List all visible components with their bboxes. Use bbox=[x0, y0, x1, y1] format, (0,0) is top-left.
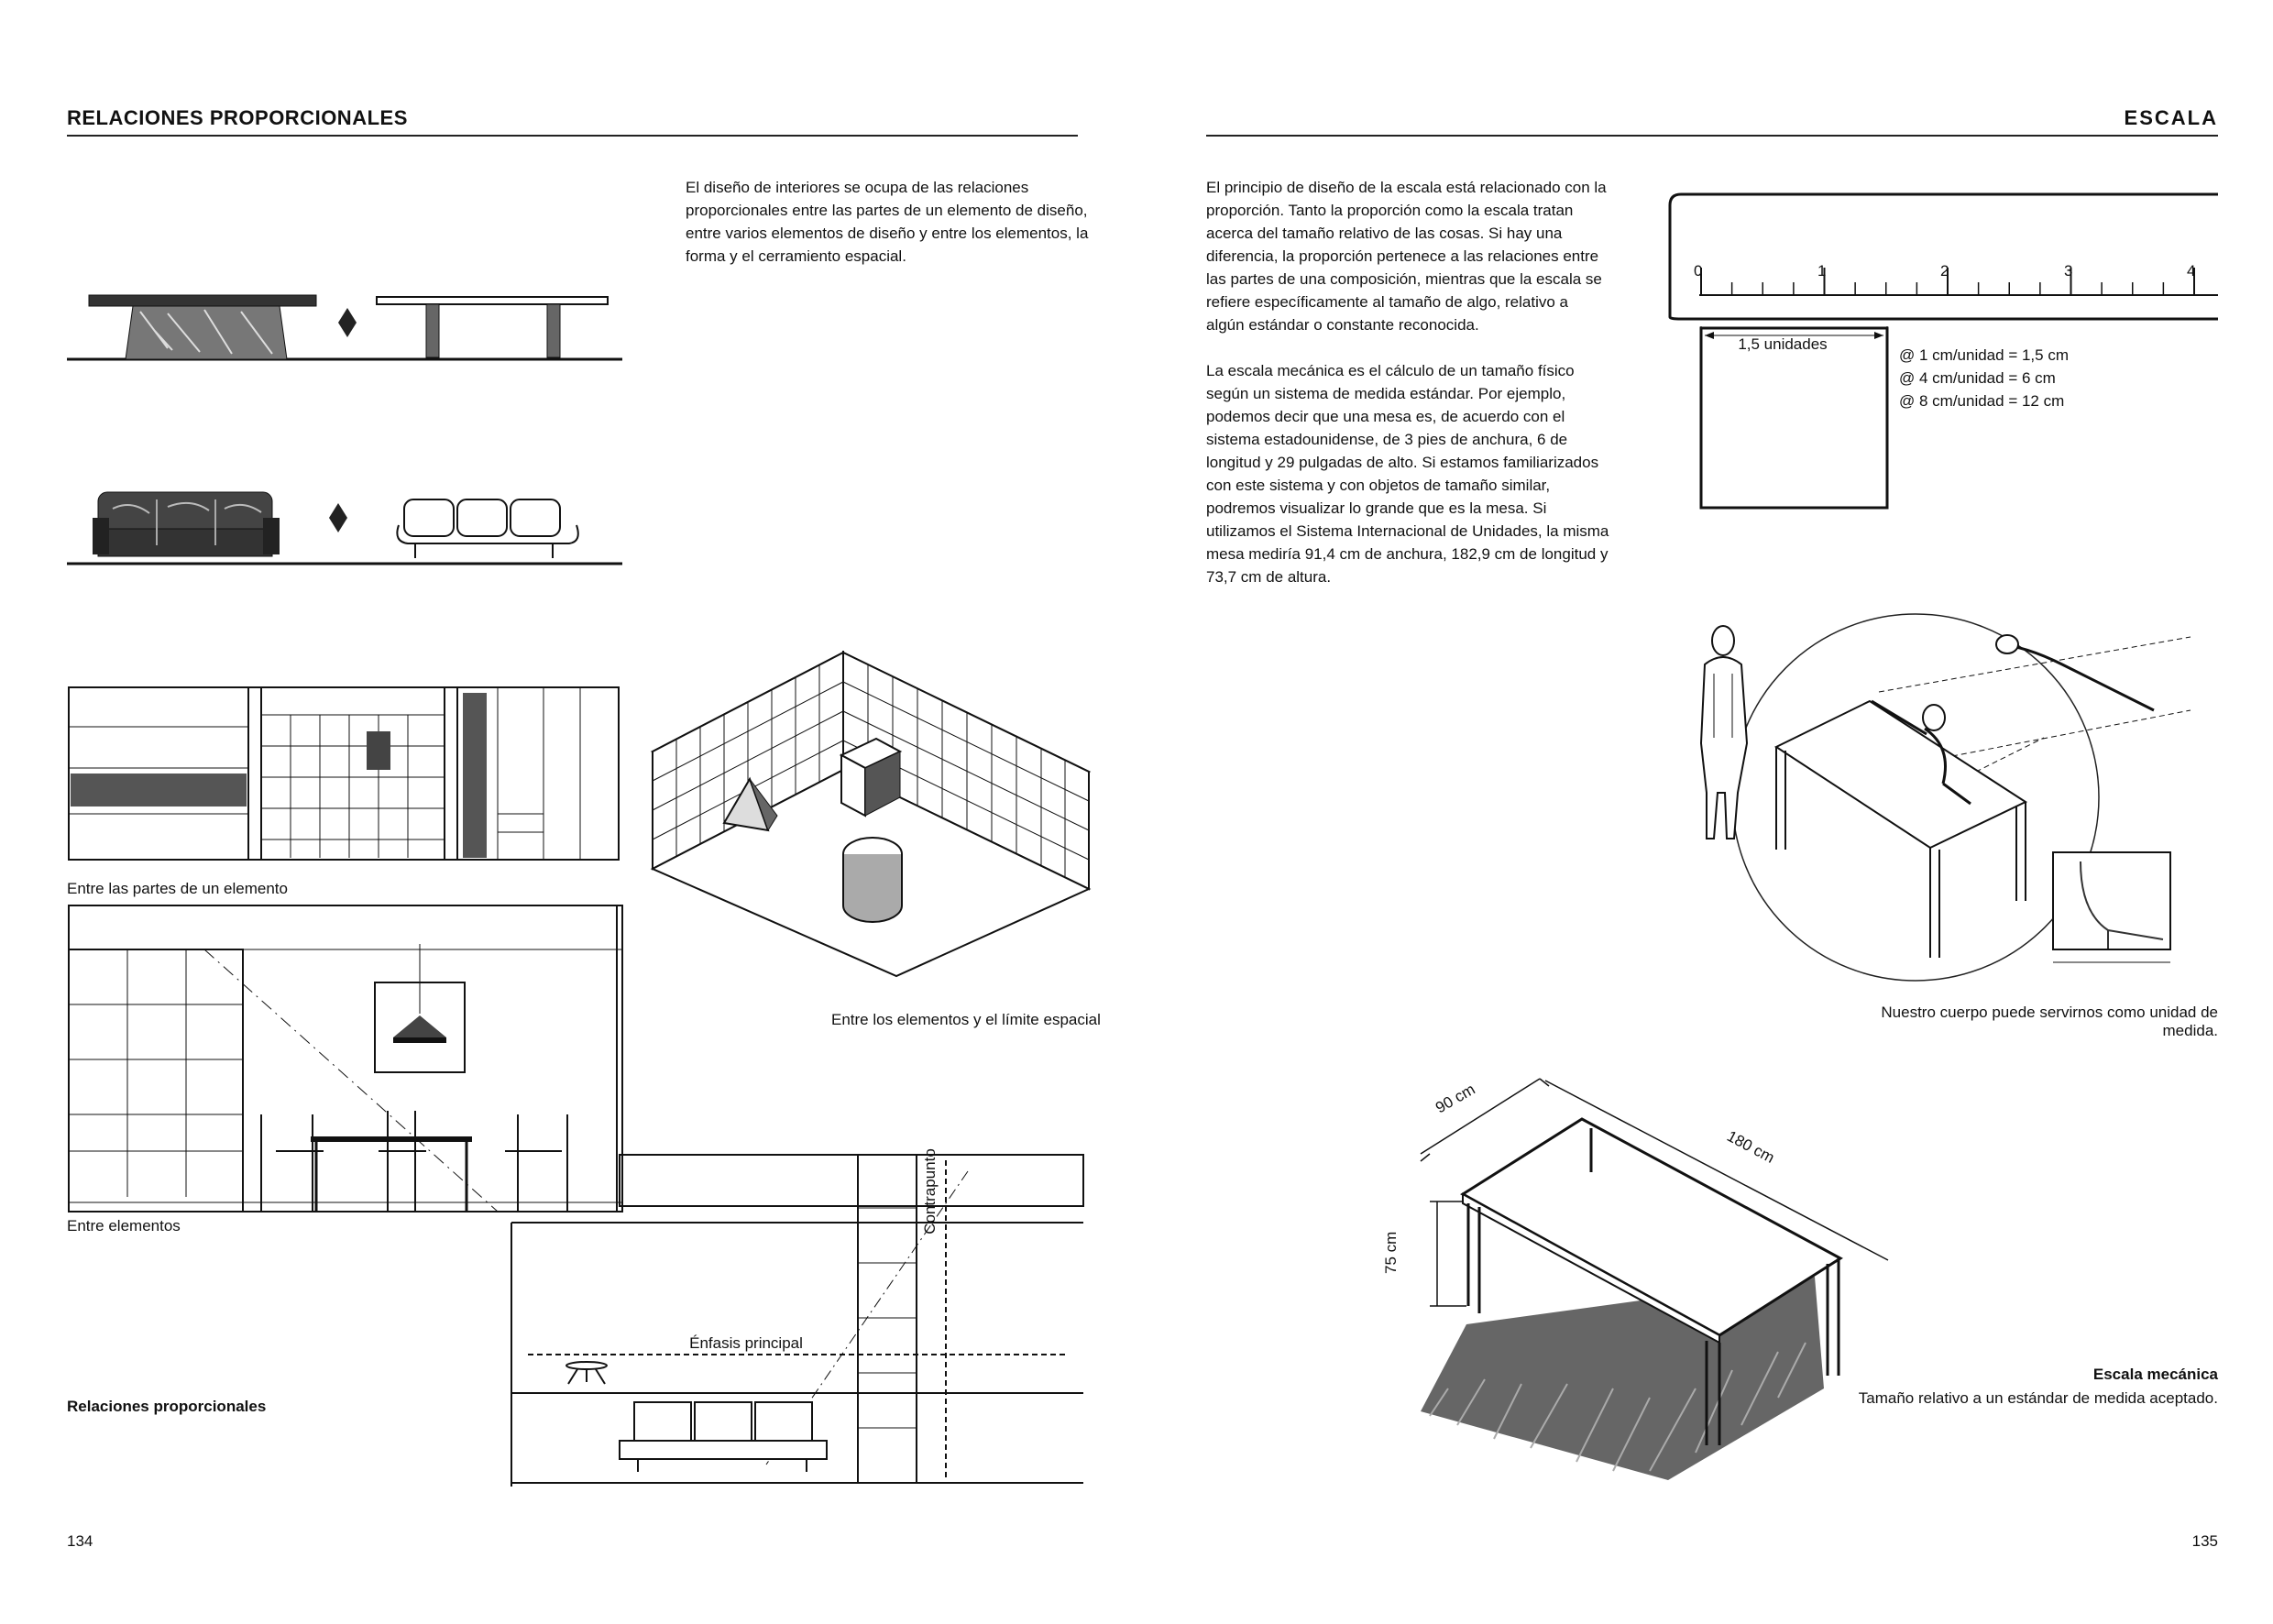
right-header-rule bbox=[1206, 135, 2218, 137]
ruler-scale-3: @ 8 cm/unidad = 12 cm bbox=[1899, 392, 2065, 410]
caption-mech-title: Escala mecánica bbox=[2092, 1366, 2218, 1383]
right-paragraph-2: La escala mecánica es el cálculo de un tamaño físico según un sistema de medida estándar. Por ejemplo, podemos decir que una mesa es, de acuerdo con el sistema estadounidense, de 3 pies de anchura, 6 de longitud y 29 pulgadas de alto. Si estamos familiarizados con este sistema y con objetos de tamaño similar, podremos visualizar lo grande que es la mesa. Si utilizamos el Sistema Internacional de Unidades, la misma mesa mediría 91,4 cm de anchura, 182,9 cm de longitud y 73,7 cm de altura. bbox=[1206, 362, 1609, 586]
ruler-tick-label-4: 4 bbox=[2187, 262, 2196, 280]
isometric-room-illustration bbox=[651, 651, 1091, 976]
right-page-number: 135 bbox=[2191, 1532, 2218, 1550]
body-measure-illustration bbox=[1677, 609, 2227, 994]
dim-height-label: 75 cm bbox=[1382, 1231, 1400, 1274]
dimensioned-table-illustration bbox=[1375, 1077, 1925, 1498]
table-proportion-illustration bbox=[67, 275, 626, 367]
right-body-text bbox=[1206, 176, 1609, 611]
sofa-proportion-illustration bbox=[67, 481, 626, 573]
ruler-scale-2: @ 4 cm/unidad = 6 cm bbox=[1899, 369, 2056, 387]
caption-body-measure: Nuestro cuerpo puede servirnos como unidad de medida. bbox=[1881, 1004, 2218, 1039]
label-emphasis: Énfasis principal bbox=[689, 1334, 803, 1352]
left-page-number: 134 bbox=[67, 1532, 93, 1550]
ruler-scale-1: @ 1 cm/unidad = 1,5 cm bbox=[1899, 346, 2069, 364]
caption-spatial: Entre los elementos y el límite espacial bbox=[831, 1011, 1101, 1028]
label-counterpoint: Contrapunto bbox=[921, 1148, 939, 1234]
right-paragraph-1: El principio de diseño de la escala está relacionado con la proporción. Tanto la proporción como la escala tratan acerca del tamaño relativo de las cosas. Si hay una diferencia, la proporción pertenece a las relaciones entre las partes de una composición, mientras que la escala se refiere específicamente al tamaño de algo, relativo a algún estándar o constante reconocida. bbox=[1206, 179, 1607, 334]
left-intro-text: El diseño de interiores se ocupa de las relaciones proporcionales entre las partes de un elemento de diseño, entre varios elementos de diseño y entre los elementos, la forma y el cerramiento espacial. bbox=[686, 179, 1089, 265]
left-page-header: RELACIONES PROPORCIONALES bbox=[67, 106, 408, 129]
ruler-tick-label-0: 0 bbox=[1694, 262, 1703, 280]
caption-elements: Entre elementos bbox=[67, 1217, 181, 1234]
caption-parts: Entre las partes de un elemento bbox=[67, 880, 288, 897]
right-page-header: ESCALA bbox=[2124, 106, 2218, 129]
ruler-unit-label: 1,5 unidades bbox=[1738, 335, 1828, 353]
dim-width-label: 90 cm bbox=[1433, 1080, 1478, 1117]
ruler-tick-label-1: 1 bbox=[1817, 262, 1827, 280]
caption-mech-sub: Tamaño relativo a un estándar de medida aceptado. bbox=[1858, 1389, 2218, 1407]
dim-length-label: 180 cm bbox=[1724, 1127, 1778, 1167]
left-header-rule bbox=[67, 135, 1078, 137]
living-room-elevation-illustration bbox=[510, 1153, 1087, 1487]
ruler-tick-label-3: 3 bbox=[2064, 262, 2073, 280]
ruler-tick-label-2: 2 bbox=[1940, 262, 1949, 280]
caption-relations: Relaciones proporcionales bbox=[67, 1398, 267, 1415]
bookcase-elevation-illustration bbox=[67, 686, 626, 864]
